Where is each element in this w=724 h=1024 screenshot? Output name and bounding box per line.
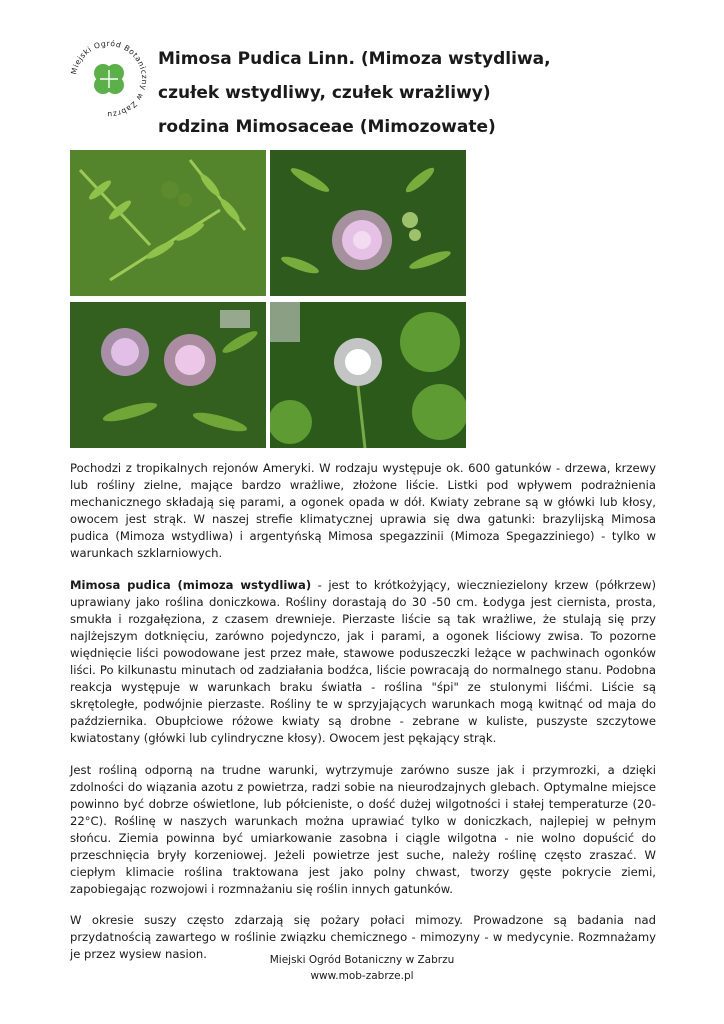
paragraph-notes: W okresie suszy często zdarzają się pożary połaci mimozy. Prowadzone są badania nad przydatnością zawartego w roślinie związku chemicznego - mimozyny - w medycynie. Rozmnażamy je przez wysiew nasion. xyxy=(70,913,656,962)
photo-grid xyxy=(70,150,466,448)
two-pink-flowers-photo xyxy=(70,302,266,448)
document-title xyxy=(158,42,678,144)
paragraph-intro: Pochodzi z tropikalnych rejonów Ameryki. W rodzaju występuje ok. 600 gatunków - drzewa, krzewy lub rośliny zielne, mające bardzo wrażliwe, złożone liście. Listki pod wpływem podrażnienia mechanicznego składają się parami, a ogonek opada w dół. Kwiaty zebrane są w główki lub kłosy, owocem jest strąk. W naszej strefie klimatycznej uprawia się dwa gatunki: brazylijską Mimosa pudica (Mimoza wstydliwa) i argentyńską Mimosa spegazzinii (Mimoza Spegazziniego) - tylko w warunkach szklarniowych. xyxy=(70,461,656,561)
title-line-1: Mimosa Pudica Linn. (Mimoza wstydliwa, xyxy=(158,49,551,69)
paragraph-description-text: - jest to krótkożyjący, wieczniezielony krzew (półkrzew) uprawiany jako roślina doniczkowa. Rośliny dorastają do 30 -50 cm. Łodyga jest ciernista, prosta, smukła i rozgałęziona, z czasem drewnieje. Pierzaste liście są tak wrażliwe, że stulają się przy najlżejszym dotknięciu, zarówno pojedynczo, jak i parami, a ogonek liściowy zwisa. To pozorne więdnięcie liści powodowane jest przez małe, stawowe poduszeczki leżące w pachwinach ogonków liści. Po kilkunastu minutach od zadziałania bodźca, liście powracają do normalnego stanu. Podobna reakcja występuje w warunkach braku światła - roślina "śpi" ze stulonymi liśćmi. Liście są skrętoległe, podwójnie pierzaste. Rośliny te w sprzyjających warunkach mogą kwitnąć od maja do października. Obupłciowe różowe kwiaty są drobne - zebrane w kuliste, puszyste szczytowe kwiatostany (główki lub cylindryczne kłosy). Owocem jest pękający strąk. xyxy=(70,577,656,746)
paragraph-cultivation: Jest rośliną odporną na trudne warunki, wytrzymuje zarówno susze jak i przymrozki, a dzięki zdolności do wiązania azotu z powietrza, radzi sobie na nieurodzajnych glebach. Optymalne miejsce powinno być dobrze oświetlone, lub półcieniste, o dość dużej wilgotności i stałej temperaturze (20-22°C). Roślinę w naszych warunkach można uprawiać tylko w doniczkach, najlepiej w pełnym słońcu. Ziemia powinna być umiarkowanie zasobna i ciągle wilgotna - nie wolno dopuścić do przeschnięcia bryły korzeniowej. Jeżeli powietrze jest suche, należy roślinę często zraszać. W ciepłym klimacie roślina traktowana jest jako polny chwast, tworzy gęste pokrycie ziemi, zapobiegając rozwojowi i rozmnażaniu się roślin innych gatunków. xyxy=(70,762,656,897)
article-body xyxy=(70,460,656,978)
paragraph-lead: Mimosa pudica (mimoza wstydliwa) xyxy=(70,577,312,592)
mimosa-leaves-photo xyxy=(70,150,266,296)
four-leaf-clover-icon xyxy=(94,64,124,94)
logo-text: Miejski Ogród Botanic y w Zabrzu xyxy=(70,40,148,118)
white-flower-head-photo xyxy=(270,302,466,448)
footer-name: Miejski Ogród Botaniczny w Zabrzu xyxy=(269,954,455,966)
title-line-3: rodzina Mimosaceae (Mimozowate) xyxy=(158,117,496,137)
page-footer xyxy=(0,952,724,984)
paragraph-description xyxy=(70,577,656,748)
garden-logo xyxy=(70,40,148,118)
title-line-2: czułek wstydliwy, czułek wrażliwy) xyxy=(158,83,491,103)
pink-flower-head-photo xyxy=(270,150,466,296)
footer-url: www.mob-zabrze.pl xyxy=(310,970,414,982)
